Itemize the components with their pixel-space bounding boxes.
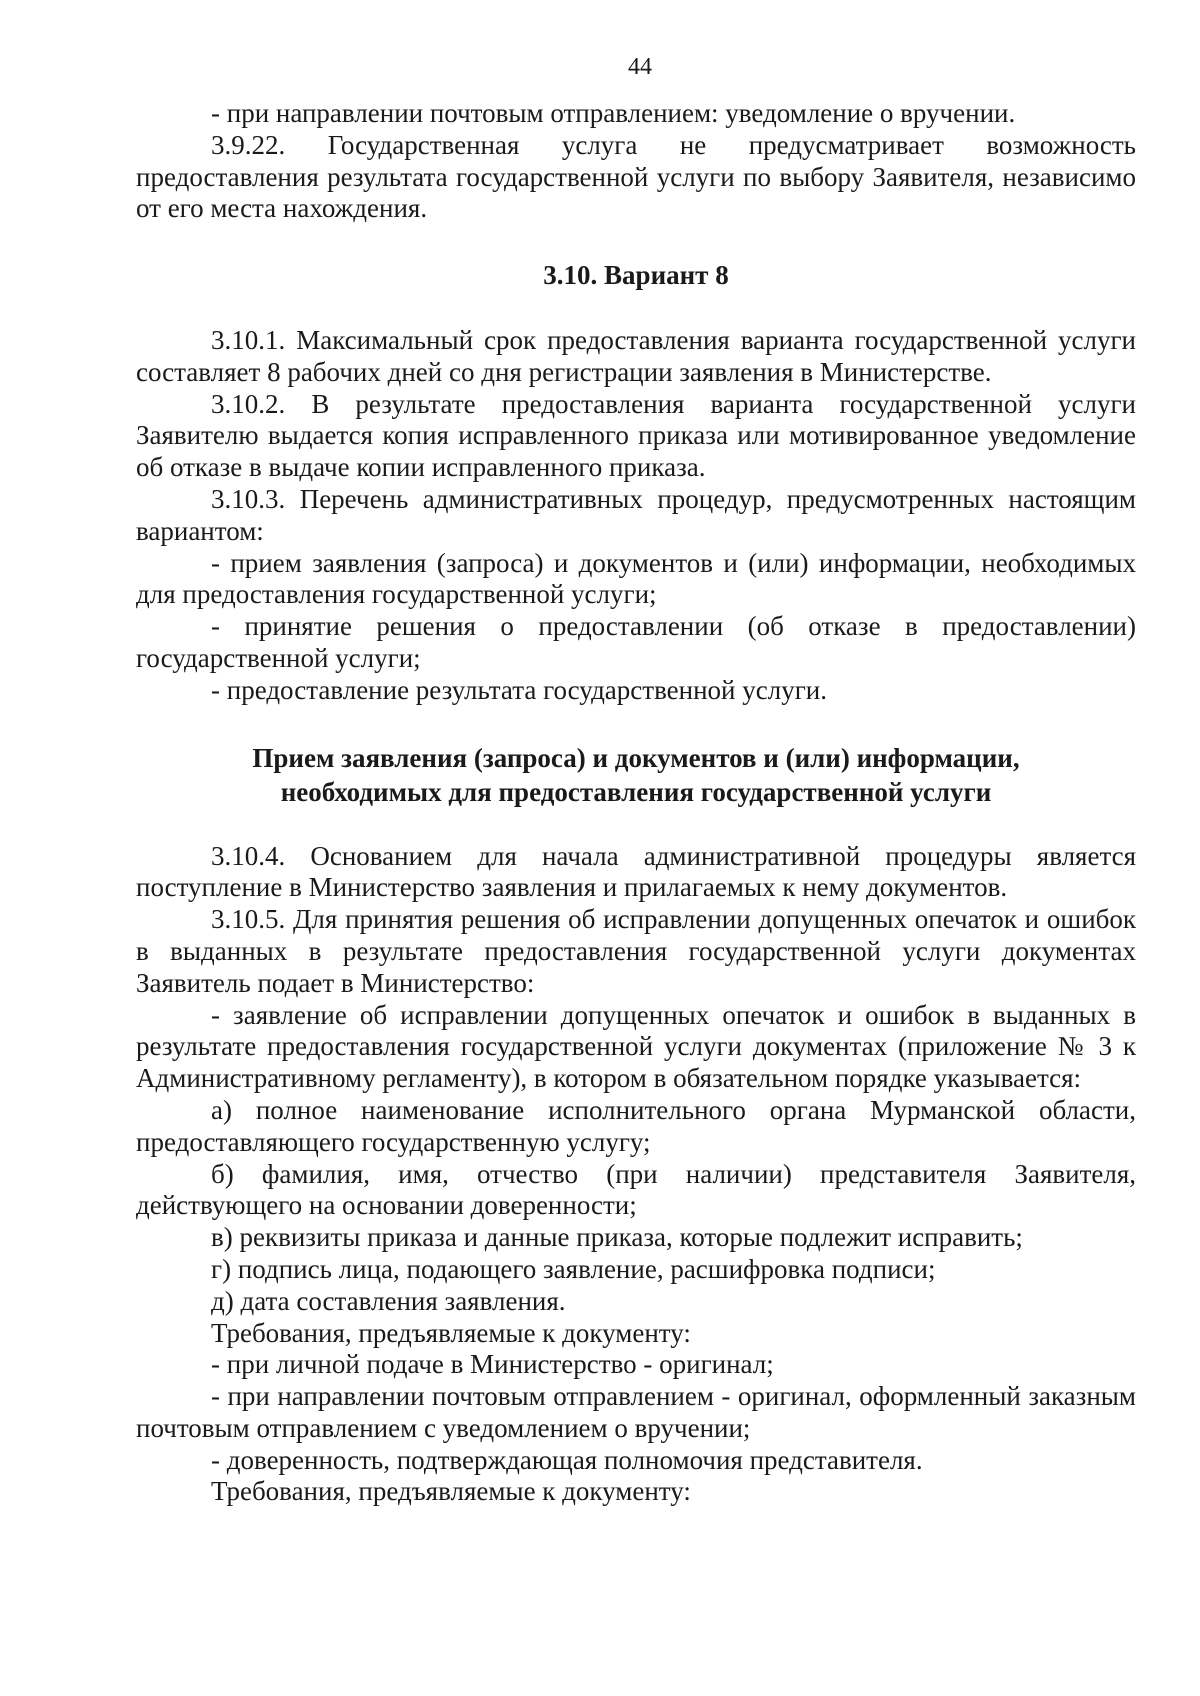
- document-body: [136, 98, 1136, 1508]
- section-heading-reception: [136, 741, 1136, 809]
- paragraph: - при направлении почтовым отправлением: уведомление о вручении.: [211, 98, 1016, 128]
- section-heading-variant: 3.10. Вариант 8: [543, 260, 729, 291]
- list-item: - заявление об исправлении допущенных опечаток и ошибок в выданных в результате предоставления государственной услуги документах (приложение № 3 к Административному регламенту), в котором в обязательном порядке указывается:: [136, 999, 1136, 1094]
- list-item: - прием заявления (запроса) и документов и (или) информации, необходимых для предоставления государственной услуги;: [136, 547, 1136, 610]
- list-item: в) реквизиты приказа и данные приказа, которые подлежит исправить;: [211, 1222, 1023, 1253]
- paragraph: 3.10.4. Основанием для начала административной процедуры является поступление в Министерство заявления и прилагаемых к нему документов.: [136, 840, 1136, 903]
- list-item: - предоставление результата государственной услуги.: [211, 674, 827, 705]
- paragraph: 3.9.22. Государственная услуга не предусматривает возможность предоставления результата государственной услуги по выбору Заявителя, независимо от его места нахождения.: [136, 129, 1136, 224]
- list-item: г) подпись лица, подающего заявление, расшифровка подписи;: [211, 1253, 936, 1284]
- list-item: а) полное наименование исполнительного органа Мурманской области, предоставляющего государственную услугу;: [136, 1094, 1136, 1157]
- list-item: - при направлении почтовым отправлением - оригинал, оформленный заказным почтовым отправлением с уведомлением о вручении;: [136, 1381, 1136, 1443]
- paragraph: 3.10.5. Для принятия решения об исправлении допущенных опечаток и ошибок в выданных в результате предоставления государственной услуги документах Заявитель подает в Министерство:: [136, 904, 1136, 998]
- paragraph: 3.10.3. Перечень административных процедур, предусмотренных настоящим вариантом:: [136, 483, 1136, 546]
- list-item: б) фамилия, имя, отчество (при наличии) представителя Заявителя, действующего на основании доверенности;: [136, 1158, 1136, 1221]
- list-item: - при личной подаче в Министерство - оригинал;: [211, 1349, 774, 1380]
- list-item: - принятие решения о предоставлении (об отказе в предоставлении) государственной услуги;: [136, 611, 1136, 673]
- list-item: - доверенность, подтверждающая полномочия представителя.: [211, 1444, 923, 1475]
- section-heading-line: необходимых для предоставления государственной услуги: [280, 776, 992, 807]
- paragraph: Требования, предъявляемые к документу:: [211, 1317, 691, 1348]
- section-heading-line: Прием заявления (запроса) и документов и (или) информации,: [252, 742, 1020, 773]
- paragraph: 3.10.2. В результате предоставления варианта государственной услуги Заявителю выдается копия исправленного приказа или мотивированное уведомление об отказе в выдаче копии исправленного приказа.: [136, 388, 1136, 483]
- list-item: д) дата составления заявления.: [211, 1285, 566, 1316]
- page-number: 44: [628, 54, 652, 80]
- paragraph: 3.10.1. Максимальный срок предоставления варианта государственной услуги составляет 8 рабочих дней со дня регистрации заявления в Министерстве.: [136, 324, 1136, 387]
- paragraph: Требования, предъявляемые к документу:: [211, 1476, 691, 1507]
